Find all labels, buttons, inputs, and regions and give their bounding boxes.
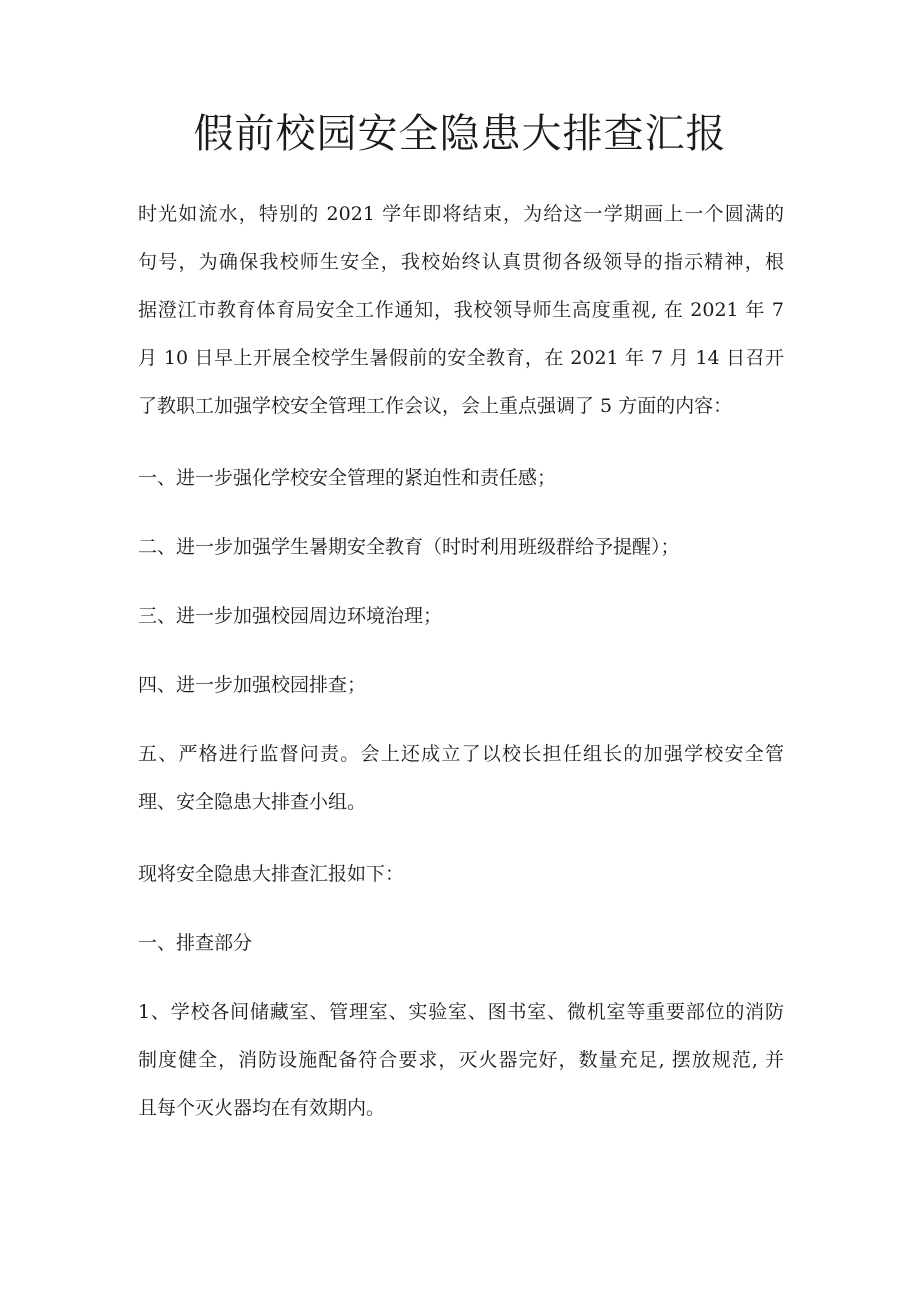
intro-line: 月 10 日早上开展全校学生暑假前的安全教育，在 2021 年 7 月 14 日召开: [138, 347, 784, 369]
item-1-paragraph: [138, 988, 784, 1132]
point-text: 二、进一步加强学生暑期安全教育（时时利用班级群给予提醒）；: [138, 536, 680, 558]
point-3: [138, 592, 784, 640]
item-1-line: 制度健全，消防设施配备符合要求，灭火器完好，数量充足, 摆放规范, 并: [138, 1049, 784, 1071]
document-body: [138, 190, 784, 1156]
intro-line: 了教职工加强学校安全管理工作会议，会上重点强调了 5 方面的内容：: [138, 395, 733, 417]
intro-line: 句号，为确保我校师生安全，我校始终认真贯彻各级领导的指示精神，根: [138, 251, 784, 273]
point-5-line: 五、严格进行监督问责。会上还成立了以校长担任组长的加强学校安全管: [138, 743, 784, 765]
item-1-line: 1、学校各间储藏室、管理室、实验室、图书室、微机室等重要部位的消防: [138, 1001, 784, 1023]
section-1-heading: [138, 919, 784, 967]
report-intro-text: 现将安全隐患大排查汇报如下：: [138, 863, 405, 885]
point-5-line: 理、安全隐患大排查小组。: [138, 791, 367, 813]
report-intro: [138, 850, 784, 898]
point-text: 一、进一步强化学校安全管理的紧迫性和责任感；: [138, 467, 557, 489]
intro-line: 据澄江市教育体育局安全工作通知，我校领导师生高度重视, 在 2021 年 7: [138, 299, 784, 321]
point-5: [138, 730, 784, 826]
document-title: 假前校园安全隐患大排查汇报: [193, 111, 727, 157]
point-text: 三、进一步加强校园周边环境治理；: [138, 605, 443, 627]
item-1-line: 且每个灭火器均在有效期内。: [138, 1097, 386, 1119]
point-2: [138, 523, 784, 571]
intro-line: 时光如流水，特别的 2021 学年即将结束，为给这一学期画上一个圆满的: [138, 203, 784, 225]
point-1: [138, 454, 784, 502]
section-heading-text: 一、排查部分: [138, 932, 253, 954]
intro-paragraph: [138, 190, 784, 430]
point-text: 四、进一步加强校园排查；: [138, 674, 367, 696]
point-4: [138, 661, 784, 709]
